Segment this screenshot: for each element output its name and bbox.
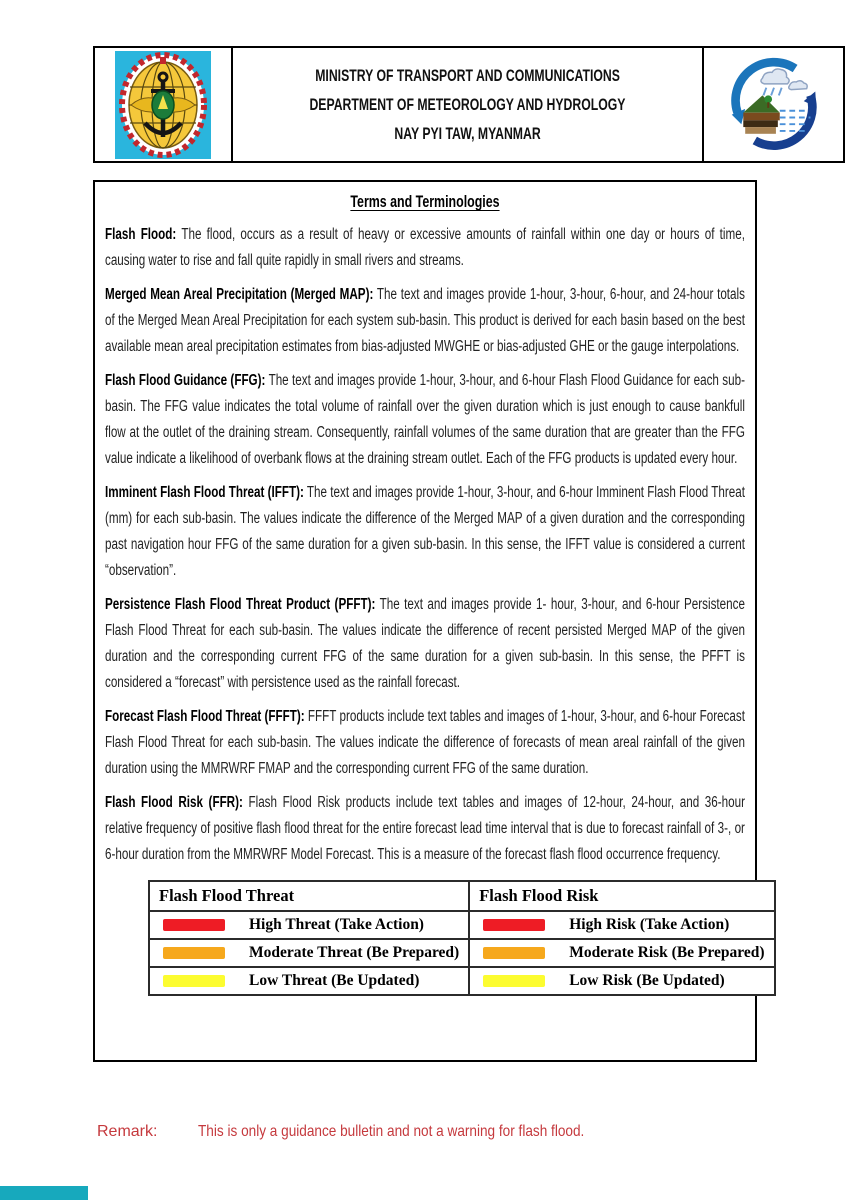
flash-flood-risk-column-header: Flash Flood Risk (469, 881, 774, 911)
header-line-ministry: MINISTRY OF TRANSPORT AND COMMUNICATIONS (315, 66, 620, 85)
dmh-water-cycle-logo (726, 57, 822, 153)
definition-flash-flood: The flood, occurs as a result of heavy or excessive amounts of rainfall within one day or hours of time, causing water to rise and fall quite rapidly in small rivers and streams. (105, 226, 745, 269)
definition-ffft: FFFT products include text tables and images of 1-hour, 3-hour, and 6-hour Forecast Flash Flood Threat for each sub-basin. The values indicate the difference of forecasts of mean areal rainfall of the given duration using the MMRWRF FMAP and the corresponding current FFG of the same duration. (105, 708, 745, 777)
term-definition-ffr (105, 790, 745, 868)
legend-row-moderate (149, 939, 775, 967)
remark-line (97, 1121, 653, 1143)
moderate-threat-cell (150, 940, 468, 966)
high-risk-label: High Risk (Take Action) (569, 916, 730, 933)
remark-label: Remark: (97, 1123, 158, 1140)
high-risk-cell (470, 912, 773, 938)
term-definition-flash-flood (105, 222, 745, 274)
moderate-risk-cell (470, 940, 773, 966)
moderate-threat-color-swatch (163, 947, 225, 959)
high-threat-color-swatch (163, 919, 225, 931)
low-threat-cell (150, 968, 468, 994)
terms-text-block (105, 190, 745, 868)
header-title-block (233, 48, 704, 161)
term-pfft: Persistence Flash Flood Threat Product (PFFT): (105, 596, 376, 613)
legend-row-low (149, 967, 775, 995)
high-risk-color-swatch (483, 919, 545, 931)
terms-title: Terms and Terminologies (350, 193, 500, 211)
flash-flood-threat-column-header: Flash Flood Threat (149, 881, 469, 911)
header-line-department: DEPARTMENT OF METEOROLOGY AND HYDROLOGY (309, 95, 626, 114)
high-threat-label: High Threat (Take Action) (249, 916, 424, 933)
remark-text: This is only a guidance bulletin and not a warning for flash flood. (198, 1123, 585, 1140)
definition-ifft: The text and images provide 1-hour, 3-hour, and 6-hour Imminent Flash Flood Threat (mm) for each sub-basin. The values indicate the difference of the Merged MAP of a given duration and the corresponding past navigation hour FFG of the same duration for a given sub-basin. In this sense, the IFFT value is considered a current “observation”. (105, 484, 745, 579)
threat-risk-legend-table (148, 880, 776, 996)
definition-merged-map: The text and images provide 1-hour, 3-hour, 6-hour, and 24-hour totals of the Merged Mean Areal Precipitation for each system sub-basin. This product is derived for each basin based on the best available mean areal precipitation estimates from bias-adjusted MWGHE or bias-adjusted GHE or the gauge interpolations. (105, 286, 745, 355)
low-risk-label: Low Risk (Be Updated) (569, 972, 725, 989)
term-definition-ffft (105, 704, 745, 782)
page-bottom-teal-fragment (0, 1186, 88, 1200)
term-definition-pfft (105, 592, 745, 696)
high-threat-cell (150, 912, 468, 938)
definition-ffr: Flash Flood Risk products include text tables and images of 12-hour, 24-hour, and 36-hour relative frequency of positive flash flood threat for the entire forecast lead time interval that is due to forecast rainfall of 3-, or 6-hour duration from the MMRWRF Model Forecast. This is a measure of the forecast flash flood occurrence frequency. (105, 794, 745, 863)
legend-header-row (149, 881, 775, 911)
low-threat-label: Low Threat (Be Updated) (249, 972, 420, 989)
moderate-risk-color-swatch (483, 947, 545, 959)
ministry-seal-cell (95, 48, 233, 161)
definition-ffg: The text and images provide 1-hour, 3-hour, and 6-hour Flash Flood Guidance for each sub-basin. The FFG value indicates the total volume of rainfall over the given duration which is just enough to cause bankfull flow at the outlet of the draining stream. Consequently, rainfall volumes of the same duration that are greater than the FFG value indicate a likelihood of overbank flows at the draining stream outlet. Each of the FFG products is updated every hour. (105, 372, 745, 467)
term-flash-flood: Flash Flood: (105, 226, 177, 243)
term-ffr: Flash Flood Risk (FFR): (105, 794, 243, 811)
legend-row-high (149, 911, 775, 939)
header-line-location: NAY PYI TAW, MYANMAR (394, 124, 541, 143)
term-definition-merged-map (105, 282, 745, 360)
low-risk-color-swatch (483, 975, 545, 987)
low-risk-cell (470, 968, 773, 994)
term-merged-map: Merged Mean Areal Precipitation (Merged MAP): (105, 286, 374, 303)
document-header (93, 46, 845, 163)
terms-and-terminologies-box (93, 180, 765, 1062)
term-ffg: Flash Flood Guidance (FFG): (105, 372, 266, 389)
moderate-threat-label: Moderate Threat (Be Prepared) (249, 944, 460, 961)
term-definition-ffg (105, 368, 745, 472)
dmh-logo-cell (704, 48, 843, 161)
moderate-risk-label: Moderate Risk (Be Prepared) (569, 944, 765, 961)
term-definition-ifft (105, 480, 745, 584)
term-ifft: Imminent Flash Flood Threat (IFFT): (105, 484, 304, 501)
low-threat-color-swatch (163, 975, 225, 987)
definition-pfft: The text and images provide 1- hour, 3-hour, and 6-hour Persistence Flash Flood Threat for each sub-basin. The values indicate the difference of recent persisted Merged MAP of the given duration and the corresponding current FFG of the same duration for a given sub-basin. In this sense, the PFFT is considered a “forecast” with persistence used as the rainfall forecast. (105, 596, 745, 691)
ministry-seal-logo (115, 51, 211, 159)
term-ffft: Forecast Flash Flood Threat (FFFT): (105, 708, 305, 725)
